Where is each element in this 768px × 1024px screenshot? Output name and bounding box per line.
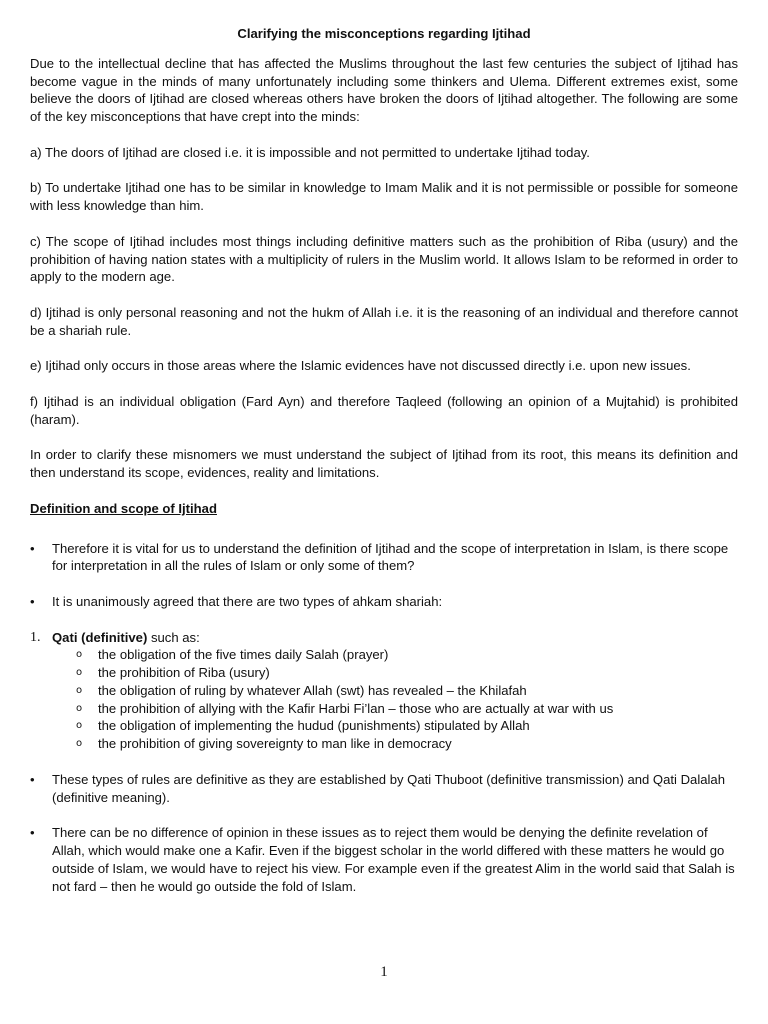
sub-list-item: [30, 646, 738, 664]
misconception-c: c) The scope of Ijtihad includes most things including definitive matters such as the prohibition of Riba (usury) and the prohibition of having nation states with a multiplicity of rulers in the Muslim world. It allows Islam to be reformed in order to apply to the modern age.: [30, 233, 738, 285]
sub-list-text: the obligation of the five times daily Salah (prayer): [98, 647, 389, 663]
sub-list-text: the obligation of implementing the hudud (punishments) stipulated by Allah: [98, 718, 530, 734]
circle-bullet-icon: o: [76, 667, 83, 679]
bullet-item: [30, 771, 738, 807]
bullet-icon: •: [30, 825, 35, 841]
bullet-item: [30, 540, 738, 576]
document-page: [30, 25, 738, 913]
sub-list-item: [30, 717, 738, 735]
section-heading: Definition and scope of Ijtihad: [30, 500, 217, 516]
sub-list-item: [30, 700, 738, 718]
bullet-item: [30, 824, 738, 895]
bullet-text: There can be no difference of opinion in these issues as to reject them would be denying the definite revelation of Allah, which would make one a Kafir. Even if the biggest scholar in the world differed with these matters he would go outside of Islam, we would have to reject his view. For example even if the greatest Alim in the world said that Salah is not fard – then he would go outside the fold of Islam.: [52, 825, 735, 894]
bullet-icon: •: [30, 540, 35, 556]
conclusion-paragraph: In order to clarify these misnomers we must understand the subject of Ijtihad from its root, this means its definition and then understand its scope, evidences, reality and limitations.: [30, 447, 738, 481]
bullet-text: These types of rules are definitive as they are established by Qati Thuboot (definitive transmission) and Qati Dalalah (definitive meaning).: [52, 771, 725, 805]
bullet-text: Therefore it is vital for us to understand the definition of Ijtihad and the scope of interpretation in Islam, is there scope for interpretation in all the rules of Islam or only some of them?: [52, 540, 729, 574]
misconception-a: a) The doors of Ijtihad are closed i.e. it is impossible and not permitted to undertake Ijtihad today.: [30, 144, 590, 160]
item-label-rest: such as:: [147, 629, 200, 645]
sub-list-item: [30, 735, 738, 753]
bullet-item: [30, 593, 738, 611]
intro-paragraph: Due to the intellectual decline that has affected the Muslims throughout the last few centuries the subject of Ijtihad has become vague in the minds of many unfortunately including some thinkers and Ulema. Different extremes exist, some believe the doors of Ijtihad are closed whereas others have broken the doors of Ijtihad altogether. The following are some of the key misconceptions that have crept into the minds:: [30, 55, 738, 125]
misconception-e: e) Ijtihad only occurs in those areas where the Islamic evidences have not discussed directly i.e. upon new issues.: [30, 358, 691, 374]
bullet-text: It is unanimously agreed that there are two types of ahkam shariah:: [52, 593, 443, 609]
item-label-bold: Qati (definitive): [52, 629, 148, 645]
sub-list-text: the prohibition of giving sovereignty to man like in democracy: [98, 736, 452, 752]
misconception-b: b) To undertake Ijtihad one has to be similar in knowledge to Imam Malik and it is not permissible or possible for someone with less knowledge than him.: [30, 180, 738, 214]
sub-list-item: [30, 664, 738, 682]
item-number: 1.: [30, 629, 41, 645]
circle-bullet-icon: o: [76, 684, 83, 696]
sub-list-text: the obligation of ruling by whatever Allah (swt) has revealed – the Khilafah: [98, 682, 527, 698]
sub-list-item: [30, 682, 738, 700]
misconception-d: d) Ijtihad is only personal reasoning and not the hukm of Allah i.e. it is the reasoning of an individual and therefore cannot be a shariah rule.: [30, 304, 738, 338]
sub-list-text: the prohibition of allying with the Kafir Harbi Fi’lan – those who are actually at war with us: [98, 700, 614, 716]
misconception-f: f) Ijtihad is an individual obligation (Fard Ayn) and therefore Taqleed (following an opinion of a Mujtahid) is prohibited (haram).: [30, 393, 738, 427]
bullet-icon: •: [30, 593, 35, 609]
document-title: Clarifying the misconceptions regarding Ijtihad: [237, 26, 531, 41]
numbered-item: [30, 629, 738, 647]
bullet-icon: •: [30, 771, 35, 787]
circle-bullet-icon: o: [76, 738, 83, 750]
sub-list: [30, 646, 738, 753]
circle-bullet-icon: o: [76, 702, 83, 714]
circle-bullet-icon: o: [76, 649, 83, 661]
circle-bullet-icon: o: [76, 720, 83, 732]
page-number: 1: [380, 964, 388, 980]
sub-list-text: the prohibition of Riba (usury): [98, 665, 270, 681]
